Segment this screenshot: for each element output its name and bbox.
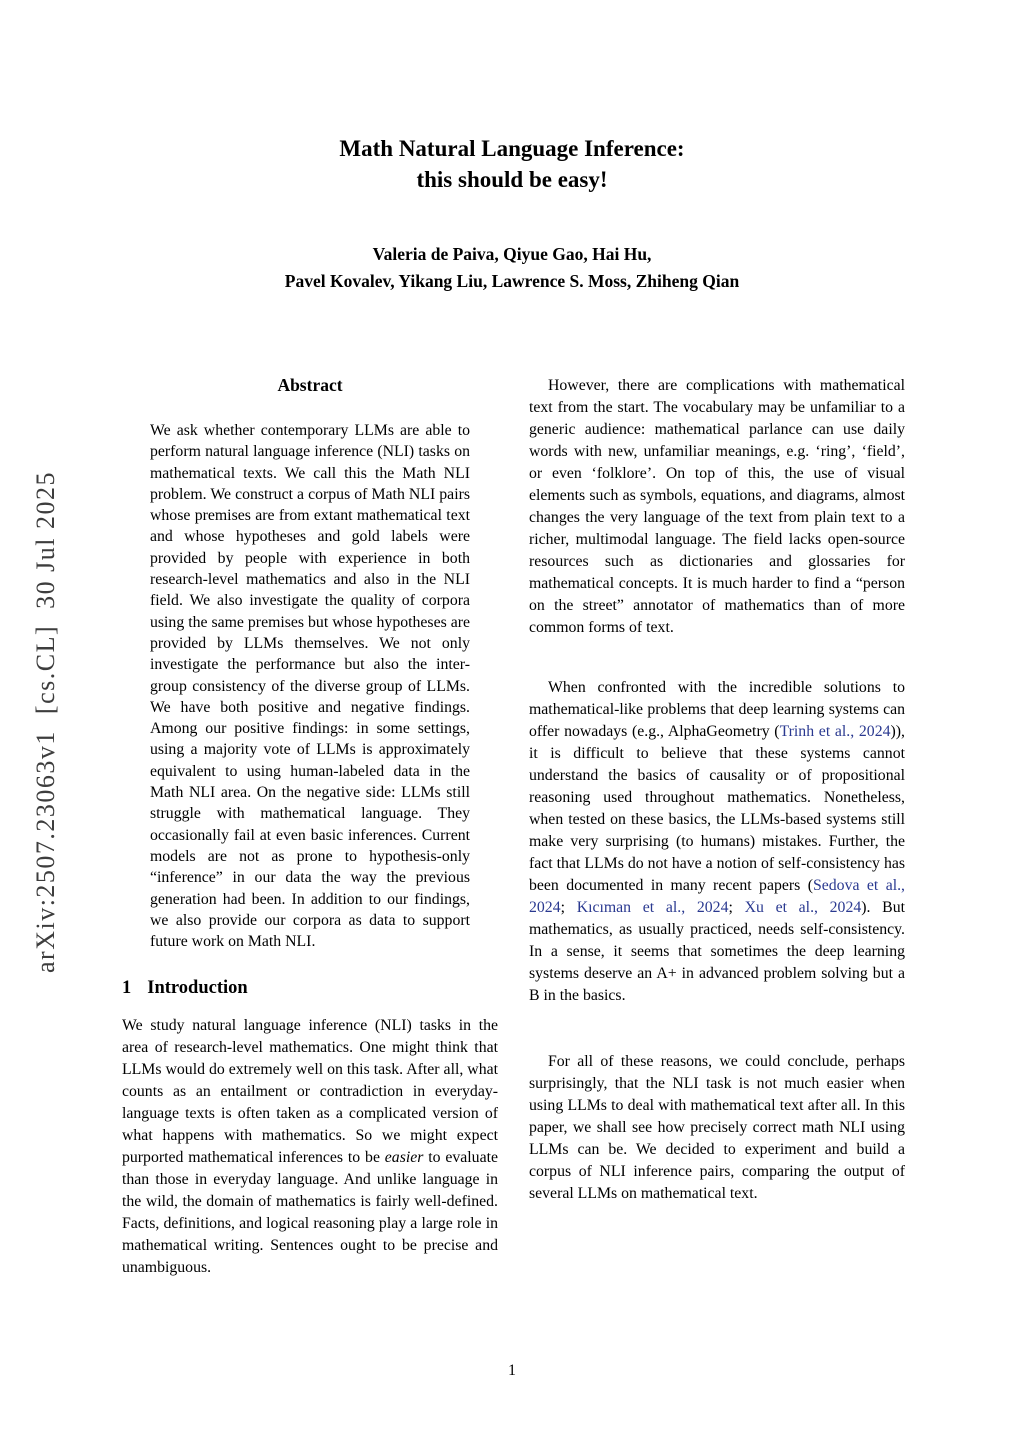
left-column [122, 375, 498, 1279]
paper-authors [0, 241, 1024, 295]
abstract-block [150, 375, 470, 952]
introduction-paragraph-1 [122, 1015, 498, 1279]
intro-p1-emphasis: easier [384, 1149, 424, 1167]
paper-header [0, 133, 1024, 295]
paper-title-line-1: Math Natural Language Inference: [339, 136, 685, 161]
intro-p1-segment-1: We study natural language inference (NLI) tasks in the area of research-level mathematics. One might think that LLMs would do extremely well on this task. After all, what counts as an entailment or contradiction in everyday-language texts is often taken as a complicated version of what happens with mathematics. So we might expect purported mathematical inferences to be [122, 1017, 498, 1167]
right-p2-separator-2: ; [728, 899, 745, 916]
citation-sedova-2024[interactable]: Sedova et al., 2024 [529, 877, 905, 916]
right-p2-segment-1: When confronted with the incredible solutions to mathematical-like problems that deep learning systems can offer nowadays (e.g., AlphaGeometry ( [529, 679, 905, 740]
section-heading-introduction [122, 978, 498, 999]
page-number: 1 [508, 1362, 516, 1379]
right-p2-segment-3: ). But mathematics, as usually practiced, needs self-consistency. In a sense, it seems that sometimes the deep learning systems deserve an A+ in advanced problem solving but a B in the basics. [529, 899, 905, 1004]
right-p2-separator-1: ; [560, 899, 577, 916]
arxiv-watermark-label: arXiv:2507.23063v1 [cs.CL] 30 Jul 2025 [31, 471, 60, 973]
paper-title [0, 133, 1024, 195]
section-number: 1 [122, 978, 132, 999]
two-column-body [122, 375, 905, 1279]
citation-xu-2024[interactable]: Xu et al., 2024 [744, 899, 862, 916]
right-paragraph-3: For all of these reasons, we could conclude, perhaps surprisingly, that the NLI task is not much easier when using LLMs to deal with mathematical text after all. In this paper, we shall see how precisely correct math NLI using LLMs can be. We decided to experiment and build a corpus of NLI inference pairs, comparing the output of several LLMs on mathematical text. [529, 1053, 905, 1202]
abstract-heading: Abstract [277, 375, 343, 395]
authors-line-1: Valeria de Paiva, Qiyue Gao, Hai Hu, [372, 244, 652, 264]
right-column [529, 375, 905, 1279]
right-paragraph-2 [529, 677, 905, 1007]
right-p2-segment-2: )), it is difficult to believe that these systems cannot understand the basics of causality or of propositional reasoning used throughout mathematics. Nonetheless, when tested on these basics, the LLMs-based systems still make very surprising (to humans) mistakes. Further, the fact that LLMs do not have a notion of self-consistency has been documented in many recent papers ( [529, 723, 905, 894]
right-paragraph-1: However, there are complications with mathematical text from the start. The vocabulary may be unfamiliar to a generic audience: mathematical parlance can use daily words with new, unfamiliar meanings, e.g. ‘ring’, ‘field’, or even ‘folklore’. On top of this, the use of visual elements such as symbols, equations, and diagrams, almost changes the very language of the text from plain text to a richer, multimodal language. The field lacks open-source resources such as dictionaries and glossaries for mathematical concepts. It is much harder to find a “person on the street” annotator of mathematics than of more common forms of text. [529, 377, 905, 636]
abstract-text: We ask whether contemporary LLMs are able to perform natural language inference (NLI) tasks on mathematical texts. We call this the Math NLI problem. We construct a corpus of Math NLI pairs whose premises are from extant mathematical text and whose hypotheses and gold labels were provided by people with experience in both research-level mathematics and also in the NLI field. We also investigate the quality of corpora using the same premises but whose hypotheses are provided by LLMs themselves. We not only investigate the performance but also the inter-group consistency of the diverse group of LLMs. We have both positive and negative findings. Among our positive findings: in some settings, using a majority vote of LLMs is approximately equivalent to using human-labeled data in the Math NLI area. On the negative side: LLMs still struggle with mathematical language. They occasionally fail at even basic inferences. Current models are not as prone to hypothesis-only “inference” in our data the way the previous generation had been. In addition to our findings, we also provide our corpora as data to support future work on Math NLI. [150, 422, 470, 951]
citation-trinh-2024[interactable]: Trinh et al., 2024 [779, 723, 891, 740]
authors-line-2: Pavel Kovalev, Yikang Liu, Lawrence S. Moss, Zhiheng Qian [284, 271, 740, 291]
page-footer [0, 1362, 1024, 1380]
section-title: Introduction [147, 978, 248, 999]
paper-title-line-2: this should be easy! [416, 167, 608, 192]
citation-kiciman-2024[interactable]: Kıcıman et al., 2024 [576, 899, 729, 916]
intro-p1-segment-2: to evaluate than those in everyday language. And unlike language in the wild, the domain of mathematics is fairly well-defined. Facts, definitions, and logical reasoning play a large role in mathematical writing. Sentences ought to be precise and unambiguous. [122, 1149, 498, 1277]
